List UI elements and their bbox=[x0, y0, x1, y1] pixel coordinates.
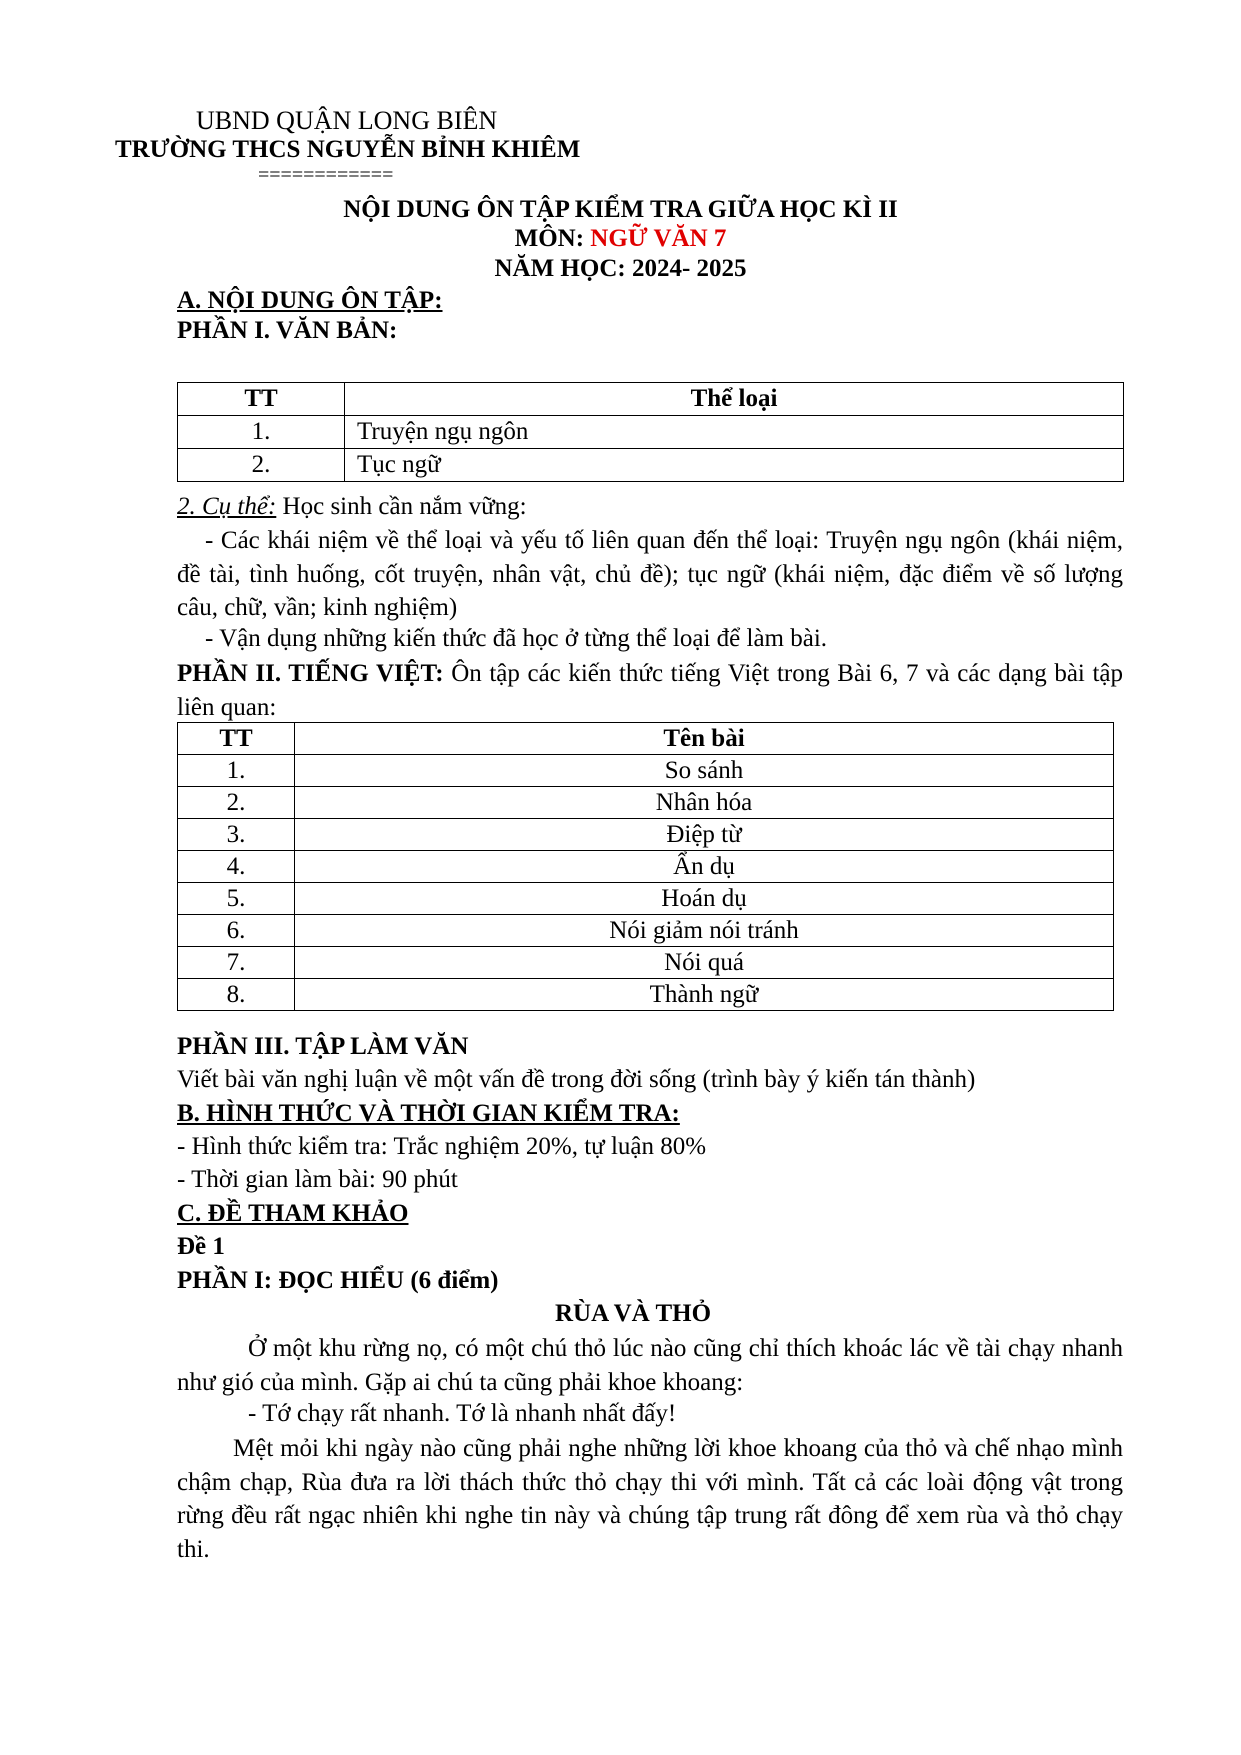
table-header-genre: Thể loại bbox=[345, 383, 1124, 416]
table-row bbox=[178, 755, 1114, 787]
table-cell-lesson: Nhân hóa bbox=[295, 787, 1114, 819]
part1-heading: PHẦN I. VĂN BẢN: bbox=[177, 317, 398, 344]
table-cell-index: 2. bbox=[178, 787, 295, 819]
story-paragraph-1: Ở một khu rừng nọ, có một chú thỏ lúc nào cũng chỉ thích khoác lác về tài chạy nhanh như gió của mình. Gặp ai chú ta cũng phải khoe khoang: bbox=[177, 1335, 1123, 1396]
table-cell-index: 4. bbox=[178, 851, 295, 883]
reading-part-heading: PHẦN I: ĐỌC HIỂU (6 điểm) bbox=[177, 1267, 499, 1294]
table-cell-index: 6. bbox=[178, 915, 295, 947]
table-cell-lesson: Nói giảm nói tránh bbox=[295, 915, 1114, 947]
table-header-lesson: Tên bài bbox=[295, 723, 1114, 755]
table-row bbox=[178, 819, 1114, 851]
part3-text: Viết bài văn nghị luận về một vấn đề trong đời sống (trình bày ý kiến tán thành) bbox=[177, 1066, 976, 1093]
table-header-tt: TT bbox=[178, 383, 345, 416]
table-row bbox=[178, 787, 1114, 819]
table-cell-index: 8. bbox=[178, 979, 295, 1011]
table-cell-index: 1. bbox=[178, 416, 345, 449]
table-cell-lesson: Ẩn dụ bbox=[295, 851, 1114, 883]
specific-line bbox=[177, 492, 527, 522]
specific-label: 2. Cụ thể: bbox=[177, 493, 277, 520]
table-row bbox=[178, 851, 1114, 883]
part2-heading: PHẦN II. TIẾNG VIỆT: bbox=[177, 660, 444, 687]
table-cell-lesson: So sánh bbox=[295, 755, 1114, 787]
story-paragraph-2: Mệt mỏi khi ngày nào cũng phải nghe những lời khoe khoang của thỏ và chế nhạo mình chậm chạp, Rùa đưa ra lời thách thức thỏ chạy thi với mình. Tất cả các loài động vật trong rừng đều rất ngạc nhiên khi nghe tin này và chúng tập trung rất đông để xem rùa và thỏ chạy thi. bbox=[177, 1435, 1123, 1563]
table-row bbox=[178, 915, 1114, 947]
subject-line bbox=[0, 224, 1241, 254]
section-b-heading: B. HÌNH THỨC VÀ THỜI GIAN KIỂM TRA: bbox=[177, 1100, 680, 1127]
lesson-table bbox=[177, 722, 1114, 1011]
table-header-tt: TT bbox=[178, 723, 295, 755]
table-header-row bbox=[178, 723, 1114, 755]
table-header-row bbox=[178, 383, 1124, 416]
table-cell-index: 2. bbox=[178, 449, 345, 482]
exam-format: - Hình thức kiểm tra: Trắc nghiệm 20%, tự luận 80% bbox=[177, 1133, 707, 1160]
subject-label: MÔN: bbox=[514, 225, 591, 252]
table-row bbox=[178, 416, 1124, 449]
district-name: UBND QUẬN LONG BIÊN bbox=[196, 106, 498, 135]
header-divider: ============ bbox=[258, 164, 394, 186]
table-cell-lesson: Điệp từ bbox=[295, 819, 1114, 851]
exam-duration: - Thời gian làm bài: 90 phút bbox=[177, 1166, 458, 1193]
part2-paragraph bbox=[177, 657, 1123, 724]
specific-text: Học sinh cần nắm vững: bbox=[276, 493, 527, 520]
table-cell-genre: Tục ngữ bbox=[345, 449, 1124, 482]
table-row bbox=[178, 449, 1124, 482]
table-row bbox=[178, 947, 1114, 979]
table-cell-index: 7. bbox=[178, 947, 295, 979]
part3-heading: PHẦN III. TẬP LÀM VĂN bbox=[177, 1033, 469, 1060]
table-row bbox=[178, 979, 1114, 1011]
school-name: TRƯỜNG THCS NGUYỄN BỈNH KHIÊM bbox=[115, 136, 581, 163]
story-quote: - Tớ chạy rất nhanh. Tớ là nhanh nhất đấy! bbox=[248, 1400, 677, 1427]
section-c-heading: C. ĐỀ THAM KHẢO bbox=[177, 1200, 409, 1227]
genre-table bbox=[177, 382, 1124, 482]
table-cell-lesson: Thành ngữ bbox=[295, 979, 1114, 1011]
section-a-heading: A. NỘI DUNG ÔN TẬP: bbox=[177, 287, 443, 314]
table-cell-genre: Truyện ngụ ngôn bbox=[345, 416, 1124, 449]
table-row bbox=[178, 883, 1114, 915]
exam-number: Đề 1 bbox=[177, 1233, 225, 1260]
part2-text: Ôn tập các kiến thức tiếng Việt trong Bài 6, 7 và các dạng bài tập liên quan: bbox=[177, 660, 1123, 721]
table-cell-lesson: Nói quá bbox=[295, 947, 1114, 979]
table-cell-index: 5. bbox=[178, 883, 295, 915]
story-title: RÙA VÀ THỎ bbox=[555, 1300, 712, 1327]
table-cell-index: 3. bbox=[178, 819, 295, 851]
table-cell-index: 1. bbox=[178, 755, 295, 787]
document-title: NỘI DUNG ÔN TẬP KIỂM TRA GIỮA HỌC KÌ II bbox=[343, 196, 898, 223]
table-cell-lesson: Hoán dụ bbox=[295, 883, 1114, 915]
school-year: NĂM HỌC: 2024- 2025 bbox=[494, 255, 747, 282]
subject-value: NGỮ VĂN 7 bbox=[590, 225, 727, 252]
bullet-genre-concepts: - Các khái niệm về thể loại và yếu tố liên quan đến thể loại: Truyện ngụ ngôn (khái niệm, đề tài, tình huống, cốt truyện, nhân vật, chủ đề); tục ngữ (khái niệm, đặc điểm về số lượng câu, chữ, vần; kinh nghiệm) bbox=[177, 527, 1123, 621]
bullet-apply-knowledge: - Vận dụng những kiến thức đã học ở từng thể loại để làm bài. bbox=[205, 625, 828, 652]
